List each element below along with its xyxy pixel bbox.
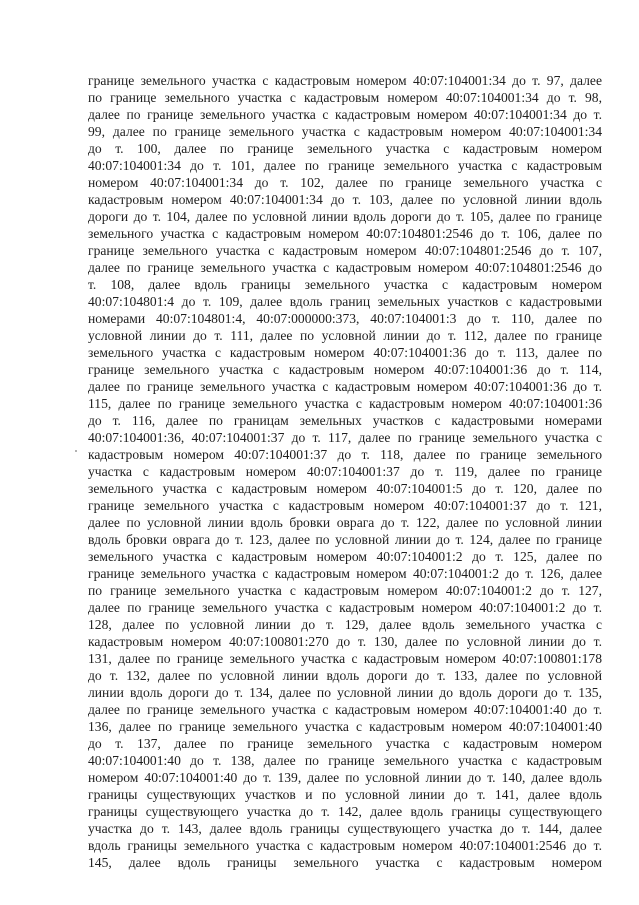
text-line: 128, далее по условной линии до т. 129, далее вдоль земельного участка с [88,617,602,632]
text-line: границы существующего участка до т. 142, далее вдоль границы существующего [88,804,602,819]
text-line: далее по границе земельного участка с кадастровым номером 40:07:104001:40 до т. [88,702,602,717]
text-line: границе земельного участка с кадастровым номером 40:07:104001:34 до т. 97, далее [88,73,602,88]
text-line: земельного участка с кадастровым номером 40:07:104801:2546 до т. 106, далее по [88,226,602,241]
text-line: 131, далее по границе земельного участка с кадастровым номером 40:07:100801:178 [88,651,602,666]
text-line: кадастровым номером 40:07:104001:37 до т. 118, далее по границе земельного [88,447,602,462]
text-line: вдоль бровки оврага до т. 123, далее по условной линии до т. 124, далее по границе [88,532,602,547]
text-line: 115, далее по границе земельного участка с кадастровым номером 40:07:104001:36 [88,396,602,411]
text-line: далее по условной линии вдоль бровки оврага до т. 122, далее по условной линии [88,515,602,530]
text-line: кадастровым номером 40:07:100801:270 до т. 130, далее по условной линии до т. [88,634,602,649]
text-line: далее по границе земельного участка с кадастровым номером 40:07:104001:34 до т. [88,107,602,122]
text-line: земельного участка с кадастровым номером 40:07:104001:5 до т. 120, далее по [88,481,602,496]
text-line: земельного участка с кадастровым номером 40:07:104001:2 до т. 125, далее по [88,549,602,564]
text-line: кадастровым номером 40:07:104001:34 до т. 103, далее по условной линии вдоль [88,192,602,207]
text-line: границе земельного участка с кадастровым номером 40:07:104001:36 до т. 114, [88,362,602,377]
text-line: условной линии до т. 111, далее по условной линии до т. 112, далее по границе [88,328,602,343]
text-line: далее по границе земельного участка с кадастровым номером 40:07:104801:2546 до [88,260,602,275]
text-line: границы существующих участков и по условной линии до т. 141, далее вдоль [88,787,602,802]
text-line: земельного участка с кадастровым номером 40:07:104001:36 до т. 113, далее по [88,345,602,360]
text-line: до т. 100, далее по границе земельного участка с кадастровым номером [88,141,602,156]
text-line: 145, далее вдоль границы земельного участка с кадастровым номером [88,855,602,870]
text-line: участка до т. 143, далее вдоль границы существующего участка до т. 144, далее [88,821,602,836]
text-line: границе земельного участка с кадастровым номером 40:07:104001:37 до т. 121, [88,498,602,513]
body-text [88,72,602,871]
text-line: границе земельного участка с кадастровым номером 40:07:104801:2546 до т. 107, [88,243,602,258]
text-line: 40:07:104001:40 до т. 138, далее по границе земельного участка с кадастровым [88,753,602,768]
text-line: далее по границе земельного участка с кадастровым номером 40:07:104001:2 до т. [88,600,602,615]
text-line: вдоль границы земельного участка с кадастровым номером 40:07:104001:2546 до т. [88,838,602,853]
text-line: номером 40:07:104001:40 до т. 139, далее по условной линии до т. 140, далее вдоль [88,770,602,785]
text-line: участка с кадастровым номером 40:07:104001:37 до т. 119, далее по границе [88,464,602,479]
text-line: по границе земельного участка с кадастровым номером 40:07:104001:2 до т. 127, [88,583,602,598]
text-line: до т. 132, далее по условной линии вдоль дороги до т. 133, далее по условной [88,668,602,683]
text-line: номерами 40:07:104801:4, 40:07:000000:373, 40:07:104001:3 до т. 110, далее по [88,311,602,326]
text-line: 40:07:104801:4 до т. 109, далее вдоль границ земельных участков с кадастровыми [88,294,602,309]
text-line: по границе земельного участка с кадастровым номером 40:07:104001:34 до т. 98, [88,90,602,105]
text-line: до т. 137, далее по границе земельного участка с кадастровым номером [88,736,602,751]
text-line: 136, далее по границе земельного участка с кадастровым номером 40:07:104001:40 [88,719,602,734]
text-line: линии вдоль дороги до т. 134, далее по условной линии до вдоль дороги до т. 135, [88,685,602,700]
text-line: номером 40:07:104001:34 до т. 102, далее по границе земельного участка с [88,175,602,190]
text-line: 99, далее по границе земельного участка с кадастровым номером 40:07:104001:34 [88,124,602,139]
text-line: 40:07:104001:36, 40:07:104001:37 до т. 117, далее по границе земельного участка с [88,430,602,445]
margin-mark [75,450,77,452]
text-line: т. 108, далее вдоль границы земельного участка с кадастровым номером [88,277,602,292]
text-line: 40:07:104001:34 до т. 101, далее по границе земельного участка с кадастровым [88,158,602,173]
text-line: дороги до т. 104, далее по условной линии вдоль дороги до т. 105, далее по границе [88,209,602,224]
text-line: границе земельного участка с кадастровым номером 40:07:104001:2 до т. 126, далее [88,566,602,581]
text-line: далее по границе земельного участка с кадастровым номером 40:07:104001:36 до т. [88,379,602,394]
text-line: до т. 116, далее по границам земельных участков с кадастровыми номерами [88,413,602,428]
